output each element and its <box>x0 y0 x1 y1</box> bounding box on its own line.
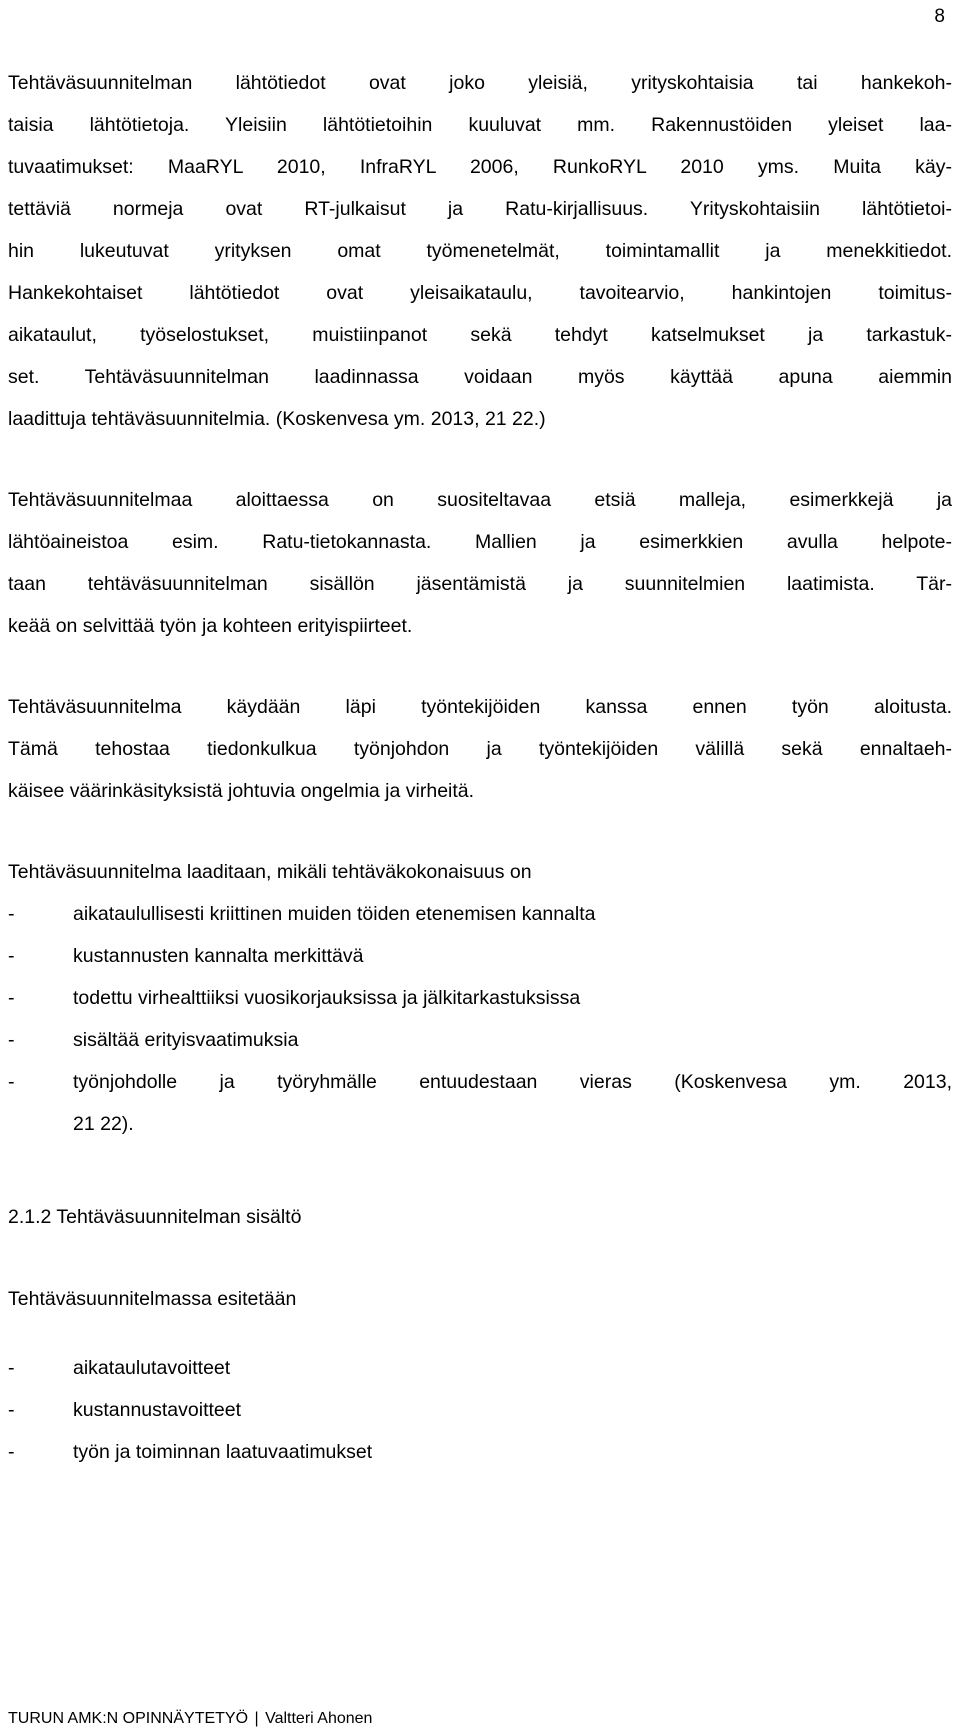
page-footer <box>8 1709 372 1729</box>
list-dash: - <box>8 1399 15 1421</box>
section-heading: 2.1.2 Tehtäväsuunnitelman sisältö <box>8 1206 302 1228</box>
text-line: tettäviä normeja ovat RT-julkaisut ja Ratu-kirjallisuus. Yrityskohtaisiin lähtötietoi- <box>8 198 952 220</box>
list-dash: - <box>8 1441 15 1463</box>
list-item <box>8 944 952 968</box>
text-line: set. Tehtäväsuunnitelman laadinnassa voidaan myös käyttää apuna aiemmin <box>8 366 952 388</box>
list-item <box>8 986 952 1010</box>
list-dash: - <box>8 945 15 967</box>
list-item <box>8 1440 952 1464</box>
list-item <box>8 1028 952 1052</box>
text-line: taisia lähtötietoja. Yleisiin lähtötietoihin kuuluvat mm. Rakennustöiden yleiset laa- <box>8 114 952 136</box>
list-item <box>8 902 952 926</box>
footer-separator: | <box>254 1710 259 1727</box>
list-item <box>8 1398 952 1422</box>
list-item-text: todettu virhealttiiksi vuosikorjauksissa ja jälkitarkastuksissa <box>73 987 581 1009</box>
list-item-text: sisältää erityisvaatimuksia <box>73 1029 299 1051</box>
text-line: keää on selvittää työn ja kohteen erityispiirteet. <box>8 615 413 637</box>
list-item-text: kustannustavoitteet <box>73 1399 242 1421</box>
list-dash: - <box>8 903 15 925</box>
text-line: laadittuja tehtäväsuunnitelmia. (Koskenvesa ym. 2013, 21 22.) <box>8 408 546 430</box>
footer-school: TURUN AMK:N OPINNÄYTETYÖ <box>8 1710 249 1727</box>
page-number: 8 <box>934 6 945 27</box>
list-dash: - <box>8 987 15 1009</box>
list-item-text: aikataulutavoitteet <box>73 1357 231 1379</box>
text-line: Tehtäväsuunnitelmaa aloittaessa on suositeltavaa etsiä malleja, esimerkkejä ja <box>8 489 952 511</box>
text-line: aikataulut, työselostukset, muistiinpanot sekä tehdyt katselmukset ja tarkastuk- <box>8 324 952 346</box>
text-line: Tämä tehostaa tiedonkulkua työnjohdon ja työntekijöiden välillä sekä ennaltaeh- <box>8 738 952 760</box>
list-item-text: työnjohdolle ja työryhmälle entuudestaan vieras (Koskenvesa ym. 2013, <box>73 1071 952 1093</box>
footer-author: Valtteri Ahonen <box>265 1710 373 1727</box>
list-intro: Tehtäväsuunnitelmassa esitetään <box>8 1288 297 1310</box>
list-item <box>8 1070 952 1094</box>
list-dash: - <box>8 1357 15 1379</box>
text-line: Hankekohtaiset lähtötiedot ovat yleisaikataulu, tavoitearvio, hankintojen toimitus- <box>8 282 952 304</box>
list-intro: Tehtäväsuunnitelma laaditaan, mikäli tehtäväkokonaisuus on <box>8 861 532 883</box>
list-dash: - <box>8 1071 15 1093</box>
text-line: käisee väärinkäsityksistä johtuvia ongelmia ja virheitä. <box>8 780 475 802</box>
list-item-text: työn ja toiminnan laatuvaatimukset <box>73 1441 373 1463</box>
text-line: taan tehtäväsuunnitelman sisällön jäsentämistä ja suunnitelmien laatimista. Tär- <box>8 573 952 595</box>
text-line: Tehtäväsuunnitelman lähtötiedot ovat joko yleisiä, yrityskohtaisia tai hankekoh- <box>8 72 952 94</box>
text-line: lähtöaineistoa esim. Ratu-tietokannasta. Mallien ja esimerkkien avulla helpote- <box>8 531 952 553</box>
list-item-continuation <box>8 1112 952 1136</box>
list-item-text: aikataulullisesti kriittinen muiden töiden etenemisen kannalta <box>73 903 596 925</box>
text-line: tuvaatimukset: MaaRYL 2010, InfraRYL 2006, RunkoRYL 2010 yms. Muita käy- <box>8 156 952 178</box>
list-item <box>8 1356 952 1380</box>
text-line: Tehtäväsuunnitelma käydään läpi työntekijöiden kanssa ennen työn aloitusta. <box>8 696 952 718</box>
list-dash: - <box>8 1029 15 1051</box>
list-item-text: kustannusten kannalta merkittävä <box>73 945 364 967</box>
text-line: hin lukeutuvat yrityksen omat työmenetelmät, toimintamallit ja menekkitiedot. <box>8 240 952 262</box>
list-item-text: 21 22). <box>73 1113 134 1135</box>
